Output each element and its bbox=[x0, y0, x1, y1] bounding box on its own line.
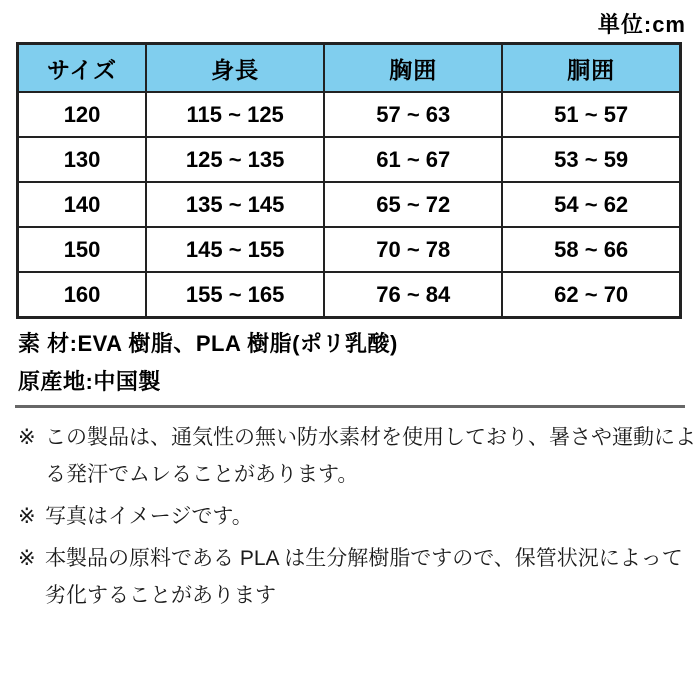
cell-chest: 76 ~ 84 bbox=[324, 272, 502, 318]
table-row bbox=[18, 227, 681, 272]
cell-waist: 53 ~ 59 bbox=[502, 137, 680, 182]
cell-waist: 54 ~ 62 bbox=[502, 182, 680, 227]
note-item bbox=[18, 540, 698, 614]
table-row bbox=[18, 272, 681, 318]
note-text: 写真はイメージです。 bbox=[45, 505, 253, 528]
note-item bbox=[18, 498, 698, 535]
cell-size: 150 bbox=[18, 227, 147, 272]
cell-size: 130 bbox=[18, 137, 147, 182]
table-row bbox=[18, 137, 681, 182]
cell-chest: 57 ~ 63 bbox=[324, 92, 502, 137]
table-row bbox=[18, 92, 681, 137]
cell-chest: 70 ~ 78 bbox=[324, 227, 502, 272]
header-cell-size: サイズ bbox=[18, 44, 147, 93]
size-table bbox=[16, 42, 682, 319]
header-cell-waist: 胴囲 bbox=[502, 44, 680, 93]
cell-waist: 58 ~ 66 bbox=[502, 227, 680, 272]
unit-label: 単位:cm bbox=[597, 12, 686, 37]
note-text: 本製品の原料である PLA は生分解樹脂ですので、保管状況によって劣化することがあります bbox=[45, 547, 683, 607]
divider-line bbox=[15, 405, 685, 408]
material-line: 素 材:EVA 樹脂、PLA 樹脂(ポリ乳酸) bbox=[18, 331, 398, 356]
header-cell-height: 身長 bbox=[146, 44, 324, 93]
cell-chest: 61 ~ 67 bbox=[324, 137, 502, 182]
note-marker: ※ bbox=[18, 547, 36, 570]
notes-section bbox=[18, 419, 698, 619]
cell-waist: 51 ~ 57 bbox=[502, 92, 680, 137]
origin-line: 原産地:中国製 bbox=[18, 369, 161, 394]
cell-height: 115 ~ 125 bbox=[146, 92, 324, 137]
cell-height: 145 ~ 155 bbox=[146, 227, 324, 272]
cell-height: 155 ~ 165 bbox=[146, 272, 324, 318]
cell-size: 160 bbox=[18, 272, 147, 318]
note-marker: ※ bbox=[18, 505, 36, 528]
product-info bbox=[18, 330, 688, 406]
note-text: この製品は、通気性の無い防水素材を使用しており、暑さや運動による発汗でムレることがあります。 bbox=[45, 426, 696, 486]
note-marker: ※ bbox=[18, 426, 36, 449]
cell-size: 140 bbox=[18, 182, 147, 227]
size-table-header-row bbox=[18, 44, 681, 93]
cell-chest: 65 ~ 72 bbox=[324, 182, 502, 227]
note-item bbox=[18, 419, 698, 493]
table-row bbox=[18, 182, 681, 227]
cell-waist: 62 ~ 70 bbox=[502, 272, 680, 318]
header-cell-chest: 胸囲 bbox=[324, 44, 502, 93]
cell-height: 135 ~ 145 bbox=[146, 182, 324, 227]
cell-size: 120 bbox=[18, 92, 147, 137]
cell-height: 125 ~ 135 bbox=[146, 137, 324, 182]
